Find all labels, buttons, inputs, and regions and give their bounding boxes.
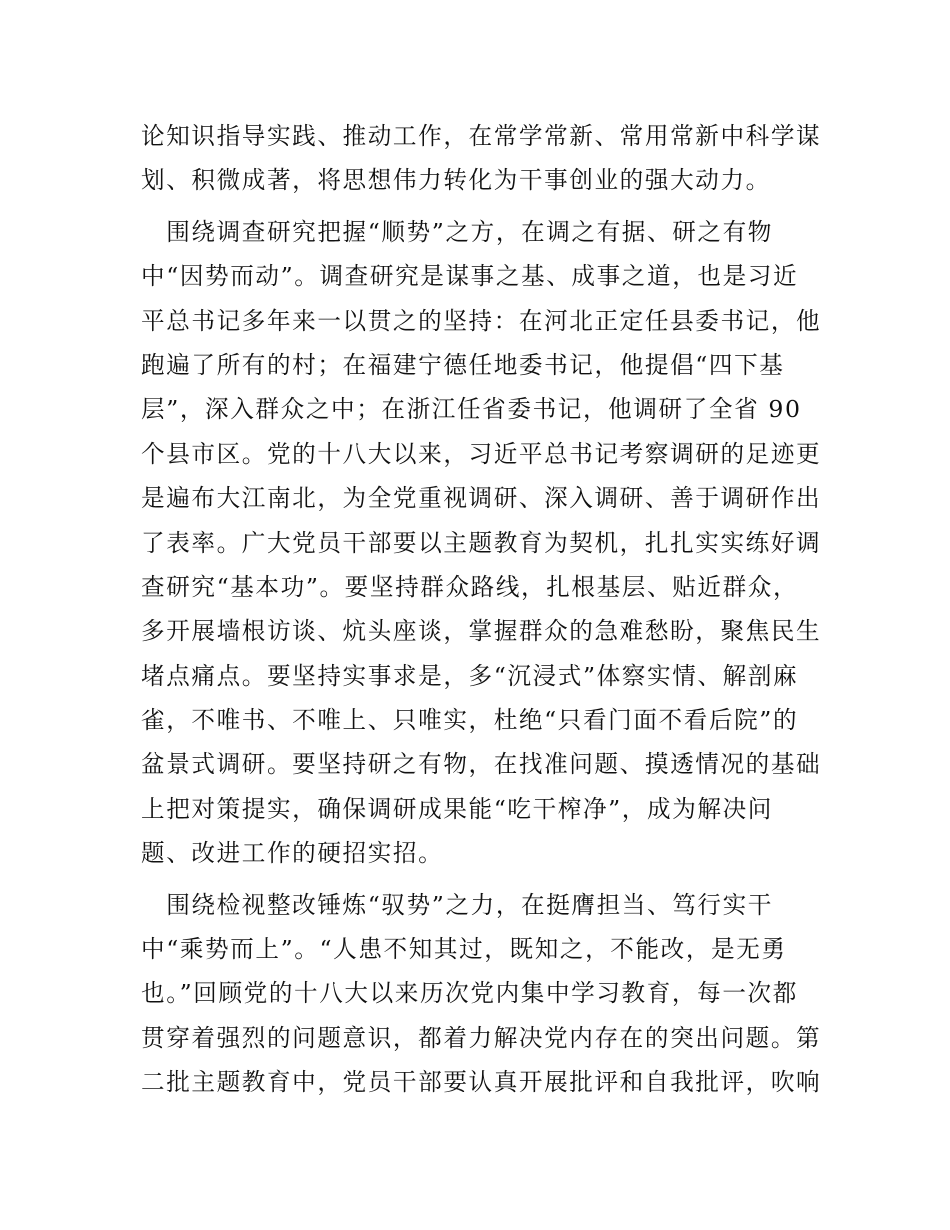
text-line: 中“因势而动”。调查研究是谋事之基、成事之道，也是习近 [141, 262, 799, 291]
text-line: 雀，不唯书、不唯上、只唯实，杜绝“只看门面不看后院”的 [141, 706, 799, 735]
document-body [141, 114, 822, 1105]
text-line: 贯穿着强烈的问题意识，都着力解决党内存在的突出问题。第 [141, 1023, 822, 1052]
text-line: 平总书记多年来一以贯之的坚持：在河北正定任县委书记，他 [141, 306, 822, 335]
text-line: 划、积微成著，将思想伟力转化为干事创业的强大动力。 [141, 166, 771, 195]
text-line: 论知识指导实践、推动工作，在常学常新、常用常新中科学谋 [141, 122, 822, 150]
text-line: 查研究“基本功”。要坚持群众路线，扎根基层、贴近群众， [141, 572, 799, 601]
text-line: 围绕检视整改锤炼“驭势”之力，在挺膺担当、笃行实干 [141, 890, 773, 919]
text-line: 二批主题教育中，党员干部要认真开展批评和自我批评，吹响 [141, 1068, 822, 1097]
text-line: 题、改进工作的硬招实招。 [141, 839, 444, 868]
text-line: 上把对策提实，确保调研成果能“吃干榨净”，成为解决问 [141, 794, 773, 823]
text-line: 了表率。广大党员干部要以主题教育为契机，扎扎实实练好调 [141, 528, 822, 557]
text-line: 跑遍了所有的村；在福建宁德任地委书记，他提倡“四下基 [141, 350, 785, 379]
text-line: 个县市区。党的十八大以来，习近平总书记考察调研的足迹更 [141, 439, 822, 468]
text-line: 盆景式调研。要坚持研之有物，在找准问题、摸透情况的基础 [141, 750, 822, 779]
text-line: 围绕调查研究把握“顺势”之方，在调之有据、研之有物 [141, 217, 773, 246]
paragraph-2 [141, 210, 822, 876]
text-line: 是遍布大江南北，为全党重视调研、深入调研、善于调研作出 [141, 484, 822, 513]
text-line: 多开展墙根访谈、炕头座谈，掌握群众的急难愁盼，聚焦民生 [141, 617, 822, 646]
paragraph-1 [141, 114, 822, 203]
text-line: 也。”回顾党的十八大以来历次党内集中学习教育，每一次都 [141, 979, 798, 1008]
paragraph-3 [141, 883, 822, 1105]
text-line: 中“乘势而上”。“人患不知其过，既知之，不能改，是无勇 [141, 935, 787, 964]
text-line: 层”，深入群众之中；在浙江任省委书记，他调研了全省 90 [141, 395, 802, 424]
text-line: 堵点痛点。要坚持实事求是，多“沉浸式”体察实情、解剖麻 [141, 661, 799, 690]
